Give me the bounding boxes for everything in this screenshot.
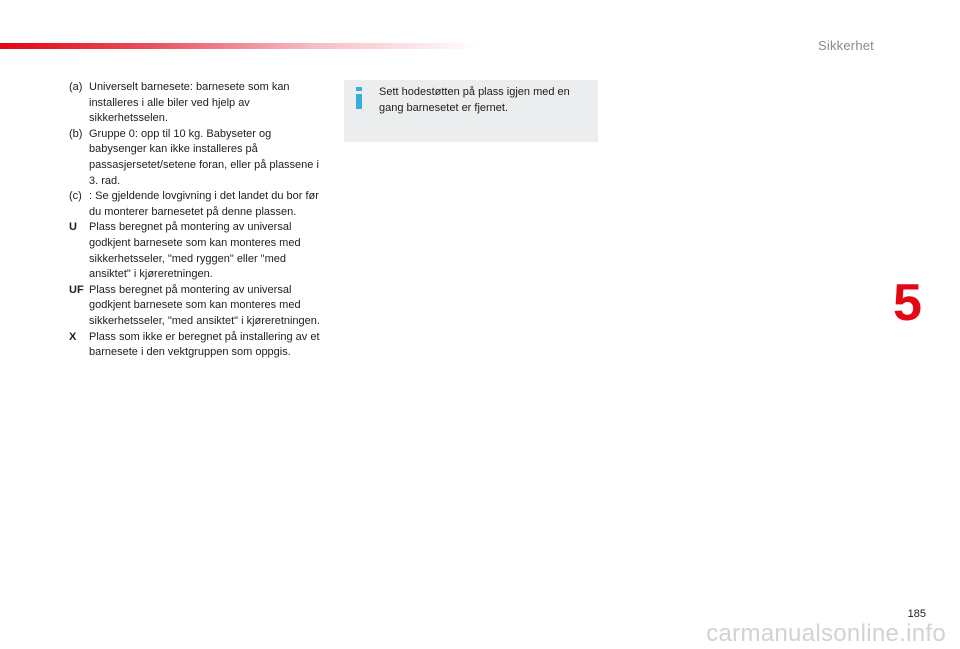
- legend-item: [69, 189, 329, 220]
- info-icon: [356, 87, 362, 109]
- legend-key: UF: [69, 283, 84, 296]
- info-box: [344, 80, 598, 142]
- chapter-number: 5: [893, 274, 922, 332]
- info-text: Sett hodestøtten på plass igjen med en gang barnesetet er fjernet.: [379, 86, 570, 114]
- legend-text: Universelt barnesete: barnesete som kan installeres i alle biler ved hjelp av sikkerhetsselen.: [89, 81, 290, 125]
- legend-item: [69, 283, 329, 330]
- section-title: Sikkerhet: [818, 38, 874, 53]
- legend-key: (a): [69, 81, 83, 93]
- legend-item: [69, 220, 329, 282]
- legend-text: Plass beregnet på montering av universal godkjent barnesete som kan monteres med sikkerhetsseler, "med ansiktet" i kjøreretningen.: [89, 283, 320, 327]
- legend-text: Plass som ikke er beregnet på installering av et barnesete i den vektgruppen som oppgis.: [89, 330, 320, 359]
- legend-key: U: [69, 221, 77, 234]
- watermark: carmanualsonline.info: [706, 620, 946, 647]
- legend-text: Plass beregnet på montering av universal godkjent barnesete som kan monteres med sikkerhetsseler, "med ryggen" eller "med ansiktet" i kjøreretningen.: [89, 221, 301, 281]
- legend-item: [69, 330, 329, 361]
- legend-item: [69, 80, 329, 127]
- header-accent-bar: [0, 43, 480, 49]
- legend-key: (b): [69, 127, 83, 140]
- legend-key: X: [69, 330, 77, 343]
- legend-text: Gruppe 0: opp til 10 kg. Babyseter og babysenger kan ikke installeres på passasjersetet/setene foran, eller på plassene i 3. rad.: [89, 127, 319, 187]
- legend-item: [69, 127, 329, 189]
- legend-list: [69, 80, 329, 361]
- legend-text: : Se gjeldende lovgivning i det landet du bor før du monterer barnesetet på denne plassen.: [89, 190, 319, 218]
- page-number: 185: [907, 608, 926, 620]
- legend-key: (c): [69, 190, 82, 203]
